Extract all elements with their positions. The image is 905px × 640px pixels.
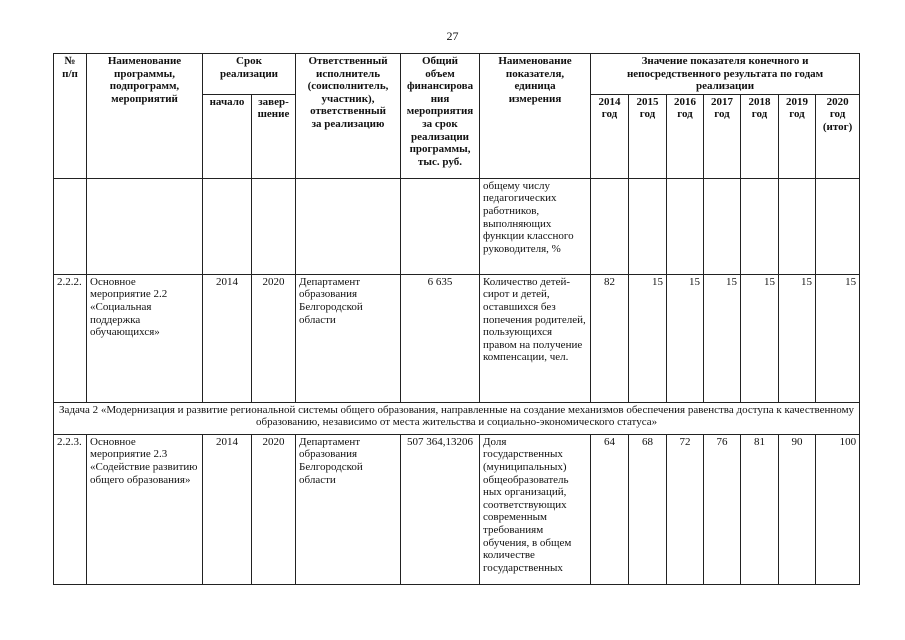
value-2016: 15 [667, 274, 704, 402]
row-executor: Департамент образования Белгородской области [296, 274, 401, 402]
row-finance: 507 364,13206 [401, 434, 480, 584]
row-end: 2020 [252, 434, 296, 584]
header-year-2014: 2014 год [591, 94, 629, 178]
header-year-2020: 2020 год (итог) [816, 94, 860, 178]
value-2018: 15 [741, 274, 779, 402]
value-2020: 15 [816, 274, 860, 402]
task-row [54, 402, 860, 434]
header-values-title: Значение показателя конечного и непосредственного результата по годам реализации [591, 54, 860, 95]
header-year-2015: 2015 год [629, 94, 667, 178]
value-2018: 81 [741, 434, 779, 584]
header-year-2017: 2017 год [704, 94, 741, 178]
header-start: начало [203, 94, 252, 178]
value-2015: 15 [629, 274, 667, 402]
header-end: завер- шение [252, 94, 296, 178]
value-2019: 15 [779, 274, 816, 402]
header-name: Наименование программы, подпрограмм, мероприятий [87, 54, 203, 179]
row-num: 2.2.2. [54, 274, 87, 402]
value-2017: 15 [704, 274, 741, 402]
value-2020: 100 [816, 434, 860, 584]
row-finance: 6 635 [401, 274, 480, 402]
header-finance: Общий объем финансирова ния мероприятия за срок реализации программы, тыс. руб. [401, 54, 480, 179]
value-2015: 68 [629, 434, 667, 584]
page-number: 27 [446, 29, 459, 43]
value-2016: 72 [667, 434, 704, 584]
header-year-2018: 2018 год [741, 94, 779, 178]
value-2014: 64 [591, 434, 629, 584]
row-name: Основное мероприятие 2.2 «Социальная поддержка обучающихся» [87, 274, 203, 402]
header-num: № п/п [54, 54, 87, 179]
value-2017: 76 [704, 434, 741, 584]
header-year-2019: 2019 год [779, 94, 816, 178]
table-row [54, 434, 860, 584]
row-start: 2014 [203, 434, 252, 584]
indicator-cell: общему числу педагогических работников, выполняющих функции классного руководителя, % [480, 178, 591, 274]
value-2019: 90 [779, 434, 816, 584]
indicator-cell: Количество детей-сирот и детей, оставшихся без попечения родителей, пользующихся правом на получение компенсации, чел. [480, 274, 591, 402]
row-executor: Департамент образования Белгородской области [296, 434, 401, 584]
row-name: Основное мероприятие 2.3 «Содействие развитию общего образования» [87, 434, 203, 584]
table-row [54, 274, 860, 402]
indicator-cell: Доля государственных (муниципальных) общеобразователь ных организаций, соответствующих современным требованиям обучения, в общем количестве государственных [480, 434, 591, 584]
row-start: 2014 [203, 274, 252, 402]
header-year-2016: 2016 год [667, 94, 704, 178]
header-term: Срок реализации [203, 54, 296, 95]
row-end: 2020 [252, 274, 296, 402]
table-row [54, 178, 860, 274]
indicators-table [53, 53, 860, 585]
header-indicator: Наименование показателя, единица измерения [480, 54, 591, 179]
value-2014: 82 [591, 274, 629, 402]
row-num: 2.2.3. [54, 434, 87, 584]
header-executor: Ответственный исполнитель (соисполнитель, участник), ответственный за реализацию [296, 54, 401, 179]
task-2-title: Задача 2 «Модернизация и развитие региональной системы общего образования, направленные на создание механизмов обеспечения равенства доступа к качественному образованию, независимо от места жительства и социально-экономического статуса» [54, 402, 860, 434]
